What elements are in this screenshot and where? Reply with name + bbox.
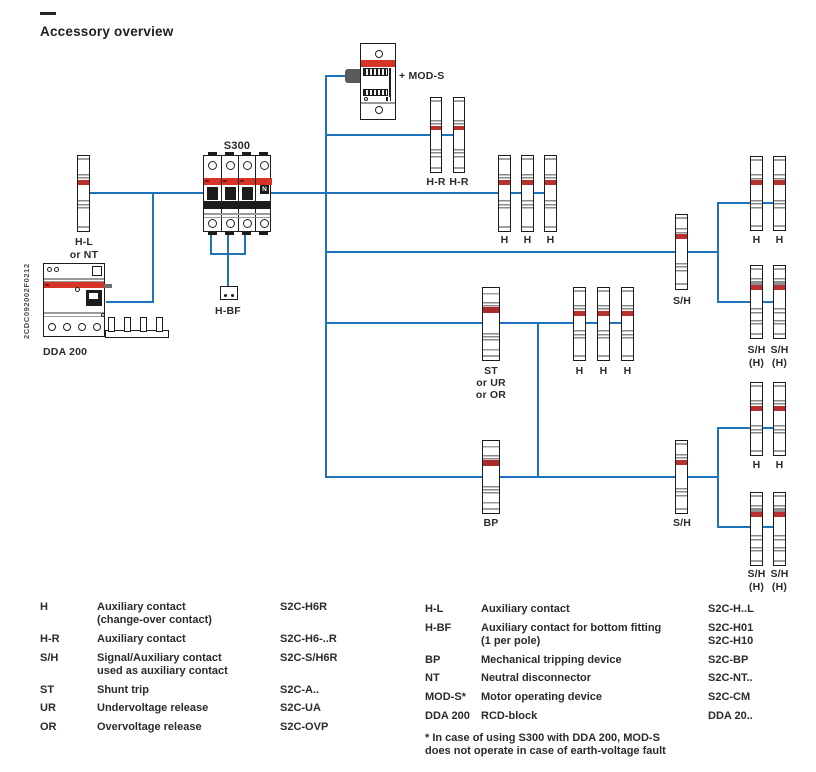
page-title: Accessory overview [40, 24, 174, 39]
brand-mark [240, 180, 244, 182]
legend-desc [481, 603, 708, 616]
switch-window [89, 293, 98, 299]
legend-row [40, 702, 400, 715]
device-label-h-l: H-L [74, 236, 94, 248]
legend-row [425, 622, 815, 648]
screw-icon [101, 313, 105, 317]
connector-line [84, 192, 557, 194]
device-label-h: H [523, 234, 532, 246]
device-label-s-h: S/H [770, 568, 789, 580]
device-dda-200 [43, 263, 105, 337]
device-h [621, 287, 634, 361]
connector-line [210, 232, 212, 255]
device-label-st: ST [484, 365, 498, 377]
title-dash [40, 12, 56, 15]
legend-term: MOD-S* [425, 691, 466, 704]
device-label-h: H [752, 234, 761, 246]
brand-stripe [222, 178, 238, 185]
terminal-circle-icon [47, 267, 52, 272]
legend-part [708, 654, 808, 667]
divider [44, 278, 104, 280]
legend-row [40, 633, 400, 646]
legend-desc-line: Signal/Auxiliary contact [97, 651, 222, 664]
breaker-pole [221, 156, 238, 231]
legend-part-line: S2C-H10 [708, 634, 754, 647]
screw-icon [375, 106, 383, 114]
device-s300 [203, 155, 271, 232]
connector-line [717, 427, 719, 527]
busbar-pin [108, 317, 115, 332]
legend-desc-line: Neutral disconnector [481, 672, 592, 685]
legend-part-line: S2C-H..L [708, 603, 754, 615]
toggle-bar [203, 201, 271, 209]
legend-desc [481, 654, 708, 667]
legend-desc [97, 633, 280, 646]
legend-desc [481, 691, 708, 704]
connector-pin [104, 284, 112, 288]
device-h [498, 155, 511, 232]
footnote-line: does not operate in case of earth-voltage fault [425, 745, 666, 758]
device-label-s-h: S/H [672, 517, 692, 529]
screw-icon [375, 50, 383, 58]
legend-term: BP [425, 653, 441, 666]
device-label-h: H [623, 365, 632, 377]
legend-desc [481, 672, 708, 685]
device-label-h-paren: (H) [748, 581, 765, 593]
terminal-circle-icon [208, 161, 217, 170]
indicator-mark [390, 97, 392, 101]
legend-desc-line: Motor operating device [481, 691, 603, 704]
footnote-line: * In case of using S300 with DDA 200, MOD-S [425, 731, 660, 744]
divider [361, 102, 395, 104]
terminal-dot [231, 294, 234, 297]
device-label-h: H [599, 365, 608, 377]
legend-desc-line: Auxiliary contact [481, 603, 570, 615]
device-label-h-paren: (H) [771, 581, 788, 593]
legend-term: NT [425, 672, 440, 685]
device-label-h-paren: (H) [748, 357, 765, 369]
legend-part-line: DDA 20.. [708, 709, 753, 722]
terminal-circle-icon [226, 161, 235, 170]
legend-row [40, 721, 400, 734]
connector-line [227, 232, 229, 288]
legend-desc-line: Overvoltage release [97, 720, 202, 733]
device-s-h-as-h [750, 492, 763, 566]
legend-part-line: S2C-H6-..R [280, 632, 337, 645]
device-label-mod-s: + MOD-S [399, 70, 445, 82]
device-label-s-h: S/H [672, 295, 692, 307]
device-label-h: H [752, 459, 761, 471]
switch-toggle [86, 290, 102, 306]
mount-clip [242, 231, 251, 235]
vent-grille [363, 68, 388, 76]
terminal-circle-icon [63, 323, 71, 331]
legend-desc-line: Auxiliary contact for bottom fitting [481, 621, 662, 634]
legend-desc-line: Shunt trip [97, 683, 149, 696]
mount-clip [225, 231, 234, 235]
device-h-r [430, 97, 442, 173]
legend-desc-line: (1 per pole) [481, 634, 541, 647]
device-h [573, 287, 586, 361]
device-label-bp: BP [483, 517, 499, 529]
legend-term: DDA 200 [425, 709, 470, 722]
legend-term: ST [40, 683, 55, 696]
device-label-s-h: S/H [770, 344, 789, 356]
terminal-circle-icon [243, 219, 252, 228]
legend-part [280, 702, 390, 715]
legend-term: UR [40, 702, 56, 715]
breaker-toggle [242, 187, 253, 200]
legend-desc-line: Auxiliary contact [97, 601, 186, 613]
legend-part [708, 672, 808, 685]
doc-number: 2CDC092002F0212 [22, 263, 31, 339]
terminal-circle-icon [226, 219, 235, 228]
indicator-icon [364, 97, 368, 101]
divider [204, 217, 270, 219]
legend-part-line: S2C-S/H6R [280, 651, 338, 664]
device-h [544, 155, 557, 232]
device-s-h-as-h [773, 492, 786, 566]
legend-part-line: S2C-A.. [280, 683, 320, 696]
mount-clip [259, 231, 268, 235]
legend-desc-line: used as auxiliary contact [97, 664, 228, 677]
legend-right [425, 603, 815, 759]
mod-s-knob [345, 69, 361, 83]
legend-desc-line: Mechanical tripping device [481, 653, 622, 666]
legend-part [280, 721, 390, 734]
device-label-s300: S300 [223, 140, 251, 152]
legend-row [425, 672, 815, 685]
terminal-circle-icon [54, 267, 59, 272]
device-label-h: H [546, 234, 555, 246]
brand-stripe [204, 178, 221, 185]
legend-desc [97, 601, 280, 627]
device-label-h-r: H-R [426, 176, 446, 188]
connector-line [326, 476, 718, 478]
device-s-h-as-h [750, 265, 763, 339]
legend-part-line: S2C-NT.. [708, 672, 753, 685]
legend-term: H-L [425, 603, 444, 615]
neutral-badge: N [260, 185, 269, 194]
legend-footnote [425, 732, 815, 759]
device-h [597, 287, 610, 361]
device-h [521, 155, 534, 232]
brand-stripe [44, 282, 104, 288]
device-st [482, 287, 500, 361]
terminal-circle-icon [48, 323, 56, 331]
vent-grille [363, 89, 388, 96]
connector-line [152, 193, 154, 302]
device-h [773, 156, 786, 231]
busbar-pin [124, 317, 131, 332]
terminal-circle-icon [243, 161, 252, 170]
connector-line [537, 323, 539, 477]
device-label-h-r: H-R [449, 176, 469, 188]
legend-part-line: S2C-BP [708, 653, 749, 666]
legend-row [40, 684, 400, 697]
device-label-h-paren: (H) [771, 357, 788, 369]
legend-part [708, 710, 808, 723]
device-label-dda-200: DDA 200 [43, 346, 88, 358]
device-h-l [77, 155, 90, 232]
legend-row [40, 601, 400, 627]
legend-part [280, 684, 390, 697]
legend-desc [97, 702, 280, 715]
legend-desc [97, 652, 280, 678]
brand-mark [205, 180, 209, 182]
legend-part [280, 633, 390, 646]
terminal-circle-icon [260, 161, 269, 170]
breaker-pole-neutral [255, 156, 272, 231]
legend-term: S/H [40, 651, 59, 664]
legend-part [280, 652, 390, 678]
device-label-h: H [575, 365, 584, 377]
legend-row [425, 691, 815, 704]
test-button-icon [75, 287, 80, 292]
device-label-s-h: S/H [747, 568, 766, 580]
legend-part-line: S2C-UA [280, 702, 321, 715]
brand-mark [223, 180, 227, 182]
busbar-pin [156, 317, 163, 332]
connector-line [326, 251, 718, 253]
divider [44, 316, 104, 318]
device-h-r [453, 97, 465, 173]
connector-line [717, 202, 719, 303]
legend-row [425, 654, 815, 667]
legend-part-line: S2C-H01 [708, 621, 754, 634]
terminal-circle-icon [260, 219, 269, 228]
divider [204, 213, 270, 215]
device-label-h-bf: H-BF [215, 305, 241, 317]
connector-line [210, 253, 246, 255]
legend-part [708, 603, 808, 616]
breaker-toggle [225, 187, 236, 200]
mount-clip [208, 231, 217, 235]
legend-desc [481, 710, 708, 723]
legend-desc-line: (change-over contact) [97, 614, 212, 627]
device-h [750, 156, 763, 231]
legend-part [708, 691, 808, 704]
device-h-bf [220, 286, 238, 300]
legend-part-line: S2C-CM [708, 691, 751, 704]
legend-desc [481, 622, 708, 648]
brand-stripe [361, 60, 395, 67]
legend-part-line: S2C-H6R [280, 601, 328, 613]
legend-term: H-BF [425, 621, 452, 634]
legend-term: H-R [40, 632, 60, 645]
device-label-h: H [775, 459, 784, 471]
divider [44, 312, 104, 314]
device-label-h: H [775, 234, 784, 246]
legend-part-line: S2C-OVP [280, 720, 329, 733]
terminal-dot [224, 294, 227, 297]
device-label-h: H [500, 234, 509, 246]
device-s-h [675, 440, 688, 514]
device-label-st-alt1: or UR [476, 377, 506, 389]
legend-desc-line: Undervoltage release [97, 702, 209, 715]
device-s-h-as-h [773, 265, 786, 339]
legend-part [280, 601, 390, 627]
brand-stripe [256, 178, 272, 185]
terminal-circle-icon [208, 219, 217, 228]
legend-desc [97, 721, 280, 734]
legend-desc [97, 684, 280, 697]
legend-row [425, 603, 815, 616]
legend-row [40, 652, 400, 678]
legend-left [40, 601, 400, 740]
busbar-pin [140, 317, 147, 332]
device-label-st-alt2: or OR [475, 389, 507, 401]
legend-term: H [40, 601, 48, 613]
connector-line [244, 232, 246, 255]
legend-part [708, 622, 808, 648]
legend-term: OR [40, 720, 57, 733]
terminal-circle-icon [93, 323, 101, 331]
breaker-pole [238, 156, 255, 231]
indicator-mark [386, 97, 388, 101]
legend-desc-line: RCD-block [481, 709, 538, 722]
connector-line [106, 301, 154, 303]
legend-row [425, 710, 815, 723]
device-label-s-h: S/H [747, 344, 766, 356]
device-mod-s [360, 43, 396, 120]
legend-desc-line: Auxiliary contact [97, 632, 186, 645]
window-icon [92, 266, 102, 276]
device-h [773, 382, 786, 456]
connector-line [326, 75, 346, 77]
terminal-circle-icon [78, 323, 86, 331]
breaker-pole [204, 156, 221, 231]
device-label-h-l-alt: or NT [69, 249, 99, 261]
divider [389, 68, 391, 97]
breaker-toggle [207, 187, 218, 200]
brand-stripe [239, 178, 255, 185]
device-s-h [675, 214, 688, 290]
device-bp [482, 440, 500, 514]
brand-mark [45, 284, 49, 286]
connector-line [326, 322, 632, 324]
device-h [750, 382, 763, 456]
